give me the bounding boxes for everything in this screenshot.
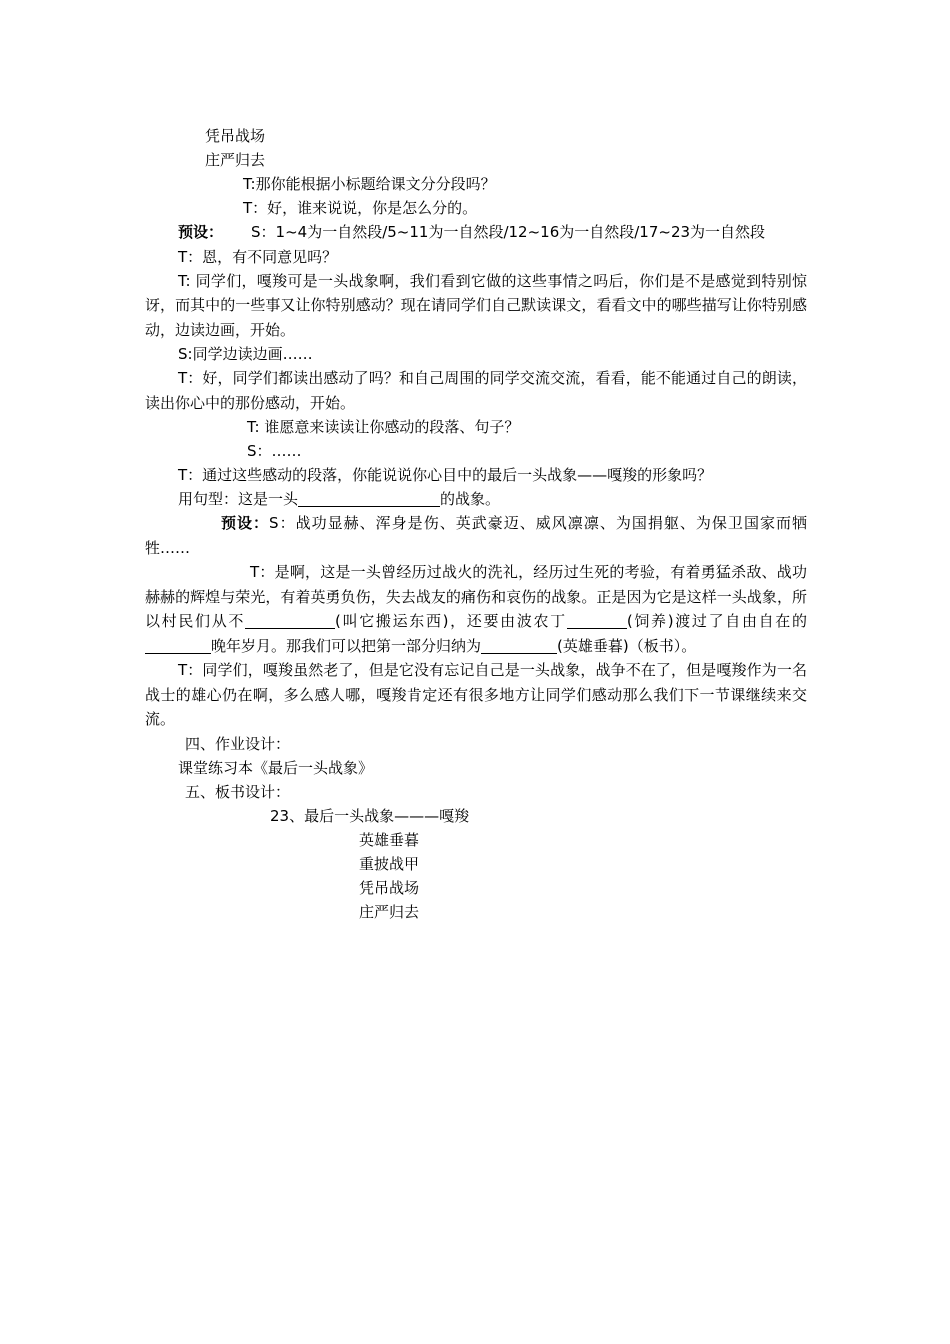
fill-blank [567, 611, 627, 629]
outline-item-4: 庄严归去 [205, 151, 266, 169]
teacher-paragraph: T: 同学们，嘎羧可是一头战象啊，我们看到它做的这些事情之吗后，你们是不是感觉到特别惊讶，而其中的一些事又让你特别感动？现在请同学们自己默读课文，看看文中的哪些描写让你特别感动，边读边画，开始。 [145, 271, 807, 339]
paragraph-text: 晚年岁月。那我们可以把第一部分归纳为 [211, 636, 482, 655]
fill-blank [145, 636, 211, 654]
board-item: 英雄垂暮 [359, 830, 420, 849]
fill-blank [245, 611, 335, 629]
student-activity: S:同学边读边画…… [178, 345, 313, 363]
board-item: 重披战甲 [359, 854, 420, 873]
teacher-paragraph: T：同学们，嘎羧虽然老了，但是它没有忘记自己是一头战象，战争不在了，但是嘎羧作为一名战士的雄心仍在啊，多么感人哪，嘎羧肯定还有很多地方让同学们感动那么我们下一节课继续来交流。 [145, 661, 807, 728]
preset-label: 预设： [178, 223, 224, 241]
preset-label: 预设： [221, 514, 270, 532]
board-item: 庄严归去 [359, 902, 420, 921]
teacher-question: T：恩，有不同意见吗？ [178, 247, 338, 266]
sentence-pattern-suffix: 的战象。 [440, 490, 501, 508]
homework-item: 课堂练习本《最后一头战象》 [178, 758, 374, 777]
preset-answer-paragraph [145, 511, 807, 560]
document-body [145, 124, 807, 924]
teacher-paragraph: T：好，同学们都读出感动了吗？和自己周围的同学交流交流，看看，能不能通过自己的朗读，读出你心中的那份感动，开始。 [145, 369, 807, 412]
fill-blank [481, 636, 557, 654]
teacher-question: T: 谁愿意来读读让你感动的段落、句子？ [247, 418, 520, 436]
teacher-paragraph [145, 560, 807, 658]
paragraph-text: T：是啊，这是一头曾经历过战火的洗礼，经历过生死的考验，有着勇猛杀敌、战功赫赫的辉煌与荣光，有着英勇负伤，失去战友的痛伤和哀伤的战象。正是因为它是这样一头战象，所以村民们从不 [145, 563, 807, 630]
sentence-pattern [145, 487, 807, 511]
preset-answer-text: S：1~4为一自然段/5~11为一自然段/12~16为一自然段/17~23为一自然段 [251, 223, 766, 241]
section-heading-board: 五、板书设计： [185, 782, 291, 801]
teacher-prompt: T：好，谁来说说，你是怎么分的。 [243, 199, 478, 217]
paragraph-text: (叫它搬运东西)，还要由波农丁 [335, 612, 567, 630]
teacher-question: T:那你能根据小标题给课文分分段吗？ [243, 175, 496, 193]
section-heading-homework: 四、作业设计： [185, 734, 291, 753]
paragraph-text: (英雄垂暮)（板书）。 [557, 636, 697, 655]
fill-blank [298, 489, 440, 507]
preset-answer-paragraph [145, 220, 807, 245]
outline-item-3: 凭吊战场 [205, 127, 266, 145]
board-title: 23、最后一头战象———嘎羧 [270, 806, 470, 825]
paragraph-text: (饲养)渡过了自由自在的 [626, 612, 807, 630]
preset-answer-text: S：战功显赫、浑身是伤、英武豪迈、威风凛凛、为国捐躯、为保卫国家而牺牲…… [145, 514, 807, 557]
sentence-pattern-prefix: 用句型：这是一头 [178, 490, 299, 508]
student-response: S：…… [247, 442, 302, 460]
teacher-question: T：通过这些感动的段落，你能说说你心目中的最后一头战象——嘎羧的形象吗？ [178, 466, 713, 484]
board-item: 凭吊战场 [359, 878, 420, 897]
